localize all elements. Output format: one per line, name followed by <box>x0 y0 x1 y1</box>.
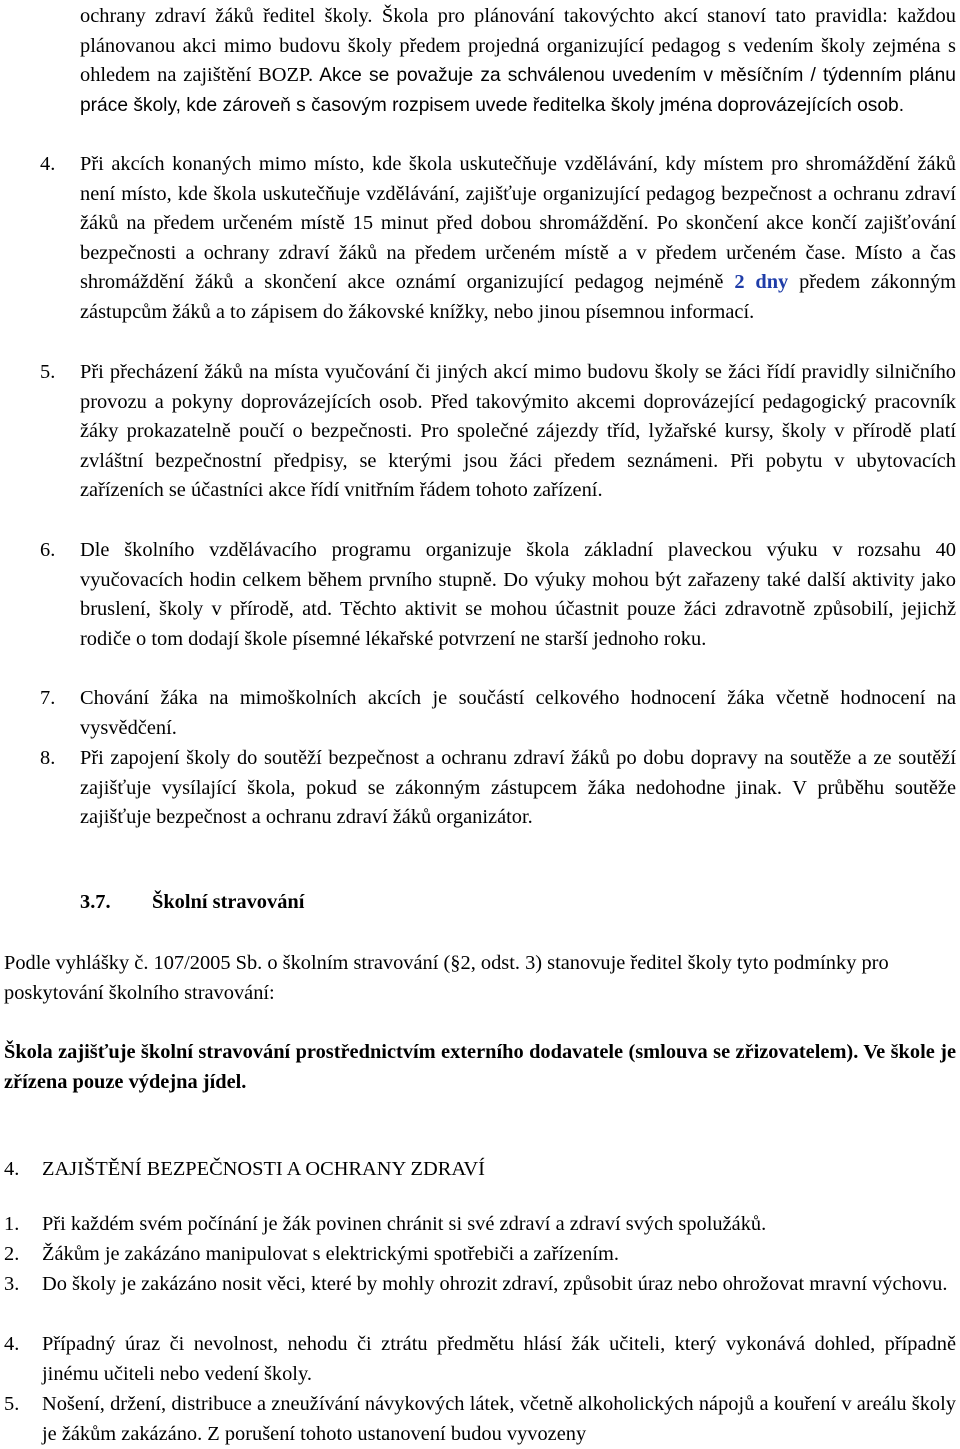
intro-paragraph <box>80 2 956 120</box>
rule-text: Žákům je zakázáno manipulovat s elektrickými spotřebiči a zařízením. <box>42 1243 619 1265</box>
rule-item-5 <box>4 1390 956 1449</box>
rule-number: 5. <box>4 1393 20 1415</box>
rule-item-2 <box>4 1240 956 1270</box>
rule-item-4 <box>4 1330 956 1389</box>
rule-item-1 <box>4 1210 956 1240</box>
list-item-number: 8. <box>40 747 56 769</box>
list-item-text: Při přecházení žáků na místa vyučování či jiných akcí mimo budovu školy se žáci řídí pravidly silničního provozu a pokyny doprovázejících osob. Před takovýmito akcemi doprovázející pedagogický pracovník žáky prokazatelně poučí o bezpečnosti. Pro společné zájezdy tříd, lyžařské kursy, školy v přírodě platí zvláštní bezpečnostní předpisy, se kterými jsou žáci předem seznámeni. Při pobytu v ubytovacích zařízeních se účastníci akce řídí vnitřním řádem tohoto zařízení. <box>80 361 956 502</box>
list-item-number: 6. <box>40 539 56 561</box>
section-number: 3.7. <box>80 891 111 913</box>
list-item-text-part: předem zákonným zástupcům žáků a to zápisem do žákovské knížky, nebo jinou písemnou informací. <box>80 271 956 323</box>
catering-intro: Podle vyhlášky č. 107/2005 Sb. o školním stravování (§2, odst. 3) stanovuje ředitel školy tyto podmínky pro poskytování školního stravování: <box>4 952 889 1004</box>
section-heading-3-7 <box>80 888 305 918</box>
list-item-text <box>80 150 956 328</box>
rule-text: Nošení, držení, distribuce a zneužívání návykových látek, včetně alkoholických nápojů a kouření v areálu školy je žákům zakázáno. Z porušení tohoto ustanovení budou vyvozeny <box>42 1393 956 1445</box>
intro-sentence-2: Akce se považuje za schválenou uvedením v měsíčním / týdenním plánu práce školy, kde zároveň s časovým rozpisem uvede ředitelka školy jména doprovázejících osob. <box>80 65 956 116</box>
list-item-6 <box>40 536 956 654</box>
rule-number: 2. <box>4 1243 20 1265</box>
chapter-title: ZAJIŠTĚNÍ BEZPEČNOSTI A OCHRANY ZDRAVÍ <box>42 1158 485 1180</box>
rule-number: 3. <box>4 1273 20 1295</box>
list-item-5 <box>40 358 956 506</box>
catering-statement: Škola zajišťuje školní stravování prostřednictvím externího dodavatele (smlouva se zřizovatelem). Ve škole je zřízena pouze výdejna jídel. <box>4 1041 956 1093</box>
highlight-days: 2 dny <box>734 271 789 294</box>
rule-text: Případný úraz či nevolnost, nehodu či ztrátu předmětu hlásí žák učiteli, který vykonává dohled, případně jinému učiteli nebo vedení školy. <box>42 1333 956 1385</box>
list-item-text-part: Při akcích konaných mimo místo, kde škola uskutečňuje vzdělávání, kdy místem pro shromáždění žáků není místo, kde škola uskutečňuje vzdělávání, zajišťuje organizující pedagog bezpečnost a ochranu zdraví žáků na předem určeném místě 15 minut před dobou shromáždění. Po skončení akce končí zajišťování bezpečnosti a ochrany zdraví žáků na předem určeném místě a v předem určeném čase. Místo a čas shromáždění žáků a skončení akce oznámí organizující pedagog nejméně <box>80 153 956 294</box>
list-item-text: Dle školního vzdělávacího programu organizuje škola základní plaveckou výuku v rozsahu 40 vyučovacích hodin celkem během prvního stupně. Do výuky mohou být zařazeny také další aktivity jako bruslení, školy v přírodě, atd. Těchto aktivit se mohou účastnit pouze žáci zdravotně způsobilí, jejichž rodiče o tom dodají škole písemné lékařské potvrzení ne starší jednoho roku. <box>80 539 956 650</box>
rule-item-3 <box>4 1270 956 1300</box>
rule-number: 1. <box>4 1213 20 1235</box>
list-item-7 <box>40 684 956 743</box>
rule-text: Do školy je zakázáno nosit věci, které by mohly ohrozit zdraví, způsobit úraz nebo ohrožovat mravní výchovu. <box>42 1273 948 1295</box>
list-item-8 <box>40 744 956 833</box>
chapter-number: 4. <box>4 1158 20 1180</box>
list-item-text: Při zapojení školy do soutěží bezpečnost a ochranu zdraví žáků po dobu dopravy na soutěže a ze soutěží zajišťuje vysílající škola, pokud se zákonným zástupcem žáka nedohodne jinak. V průběhu soutěže zajišťuje bezpečnost a ochranu zdraví žáků organizátor. <box>80 747 956 829</box>
list-item-number: 5. <box>40 361 56 383</box>
rule-number: 4. <box>4 1333 20 1355</box>
section-title: Školní stravování <box>152 891 305 913</box>
list-item-4 <box>40 150 956 328</box>
intro-sentence-1: ochrany zdraví žáků ředitel školy. Škola pro plánování takovýchto akcí stanoví tato pravidla: každou plánovanou akci mimo budovu školy předem projedná organizující pedagog s vedením školy zejména s ohledem na zajištění BOZP. <box>80 5 956 87</box>
list-item-number: 7. <box>40 687 56 709</box>
chapter-heading-4 <box>4 1155 485 1185</box>
list-item-text: Chování žáka na mimoškolních akcích je součástí celkového hodnocení žáka včetně hodnocení na vysvědčení. <box>80 687 956 739</box>
rule-text: Při každém svém počínání je žák povinen chránit si své zdraví a zdraví svých spolužáků. <box>42 1213 767 1235</box>
list-item-number: 4. <box>40 153 56 175</box>
